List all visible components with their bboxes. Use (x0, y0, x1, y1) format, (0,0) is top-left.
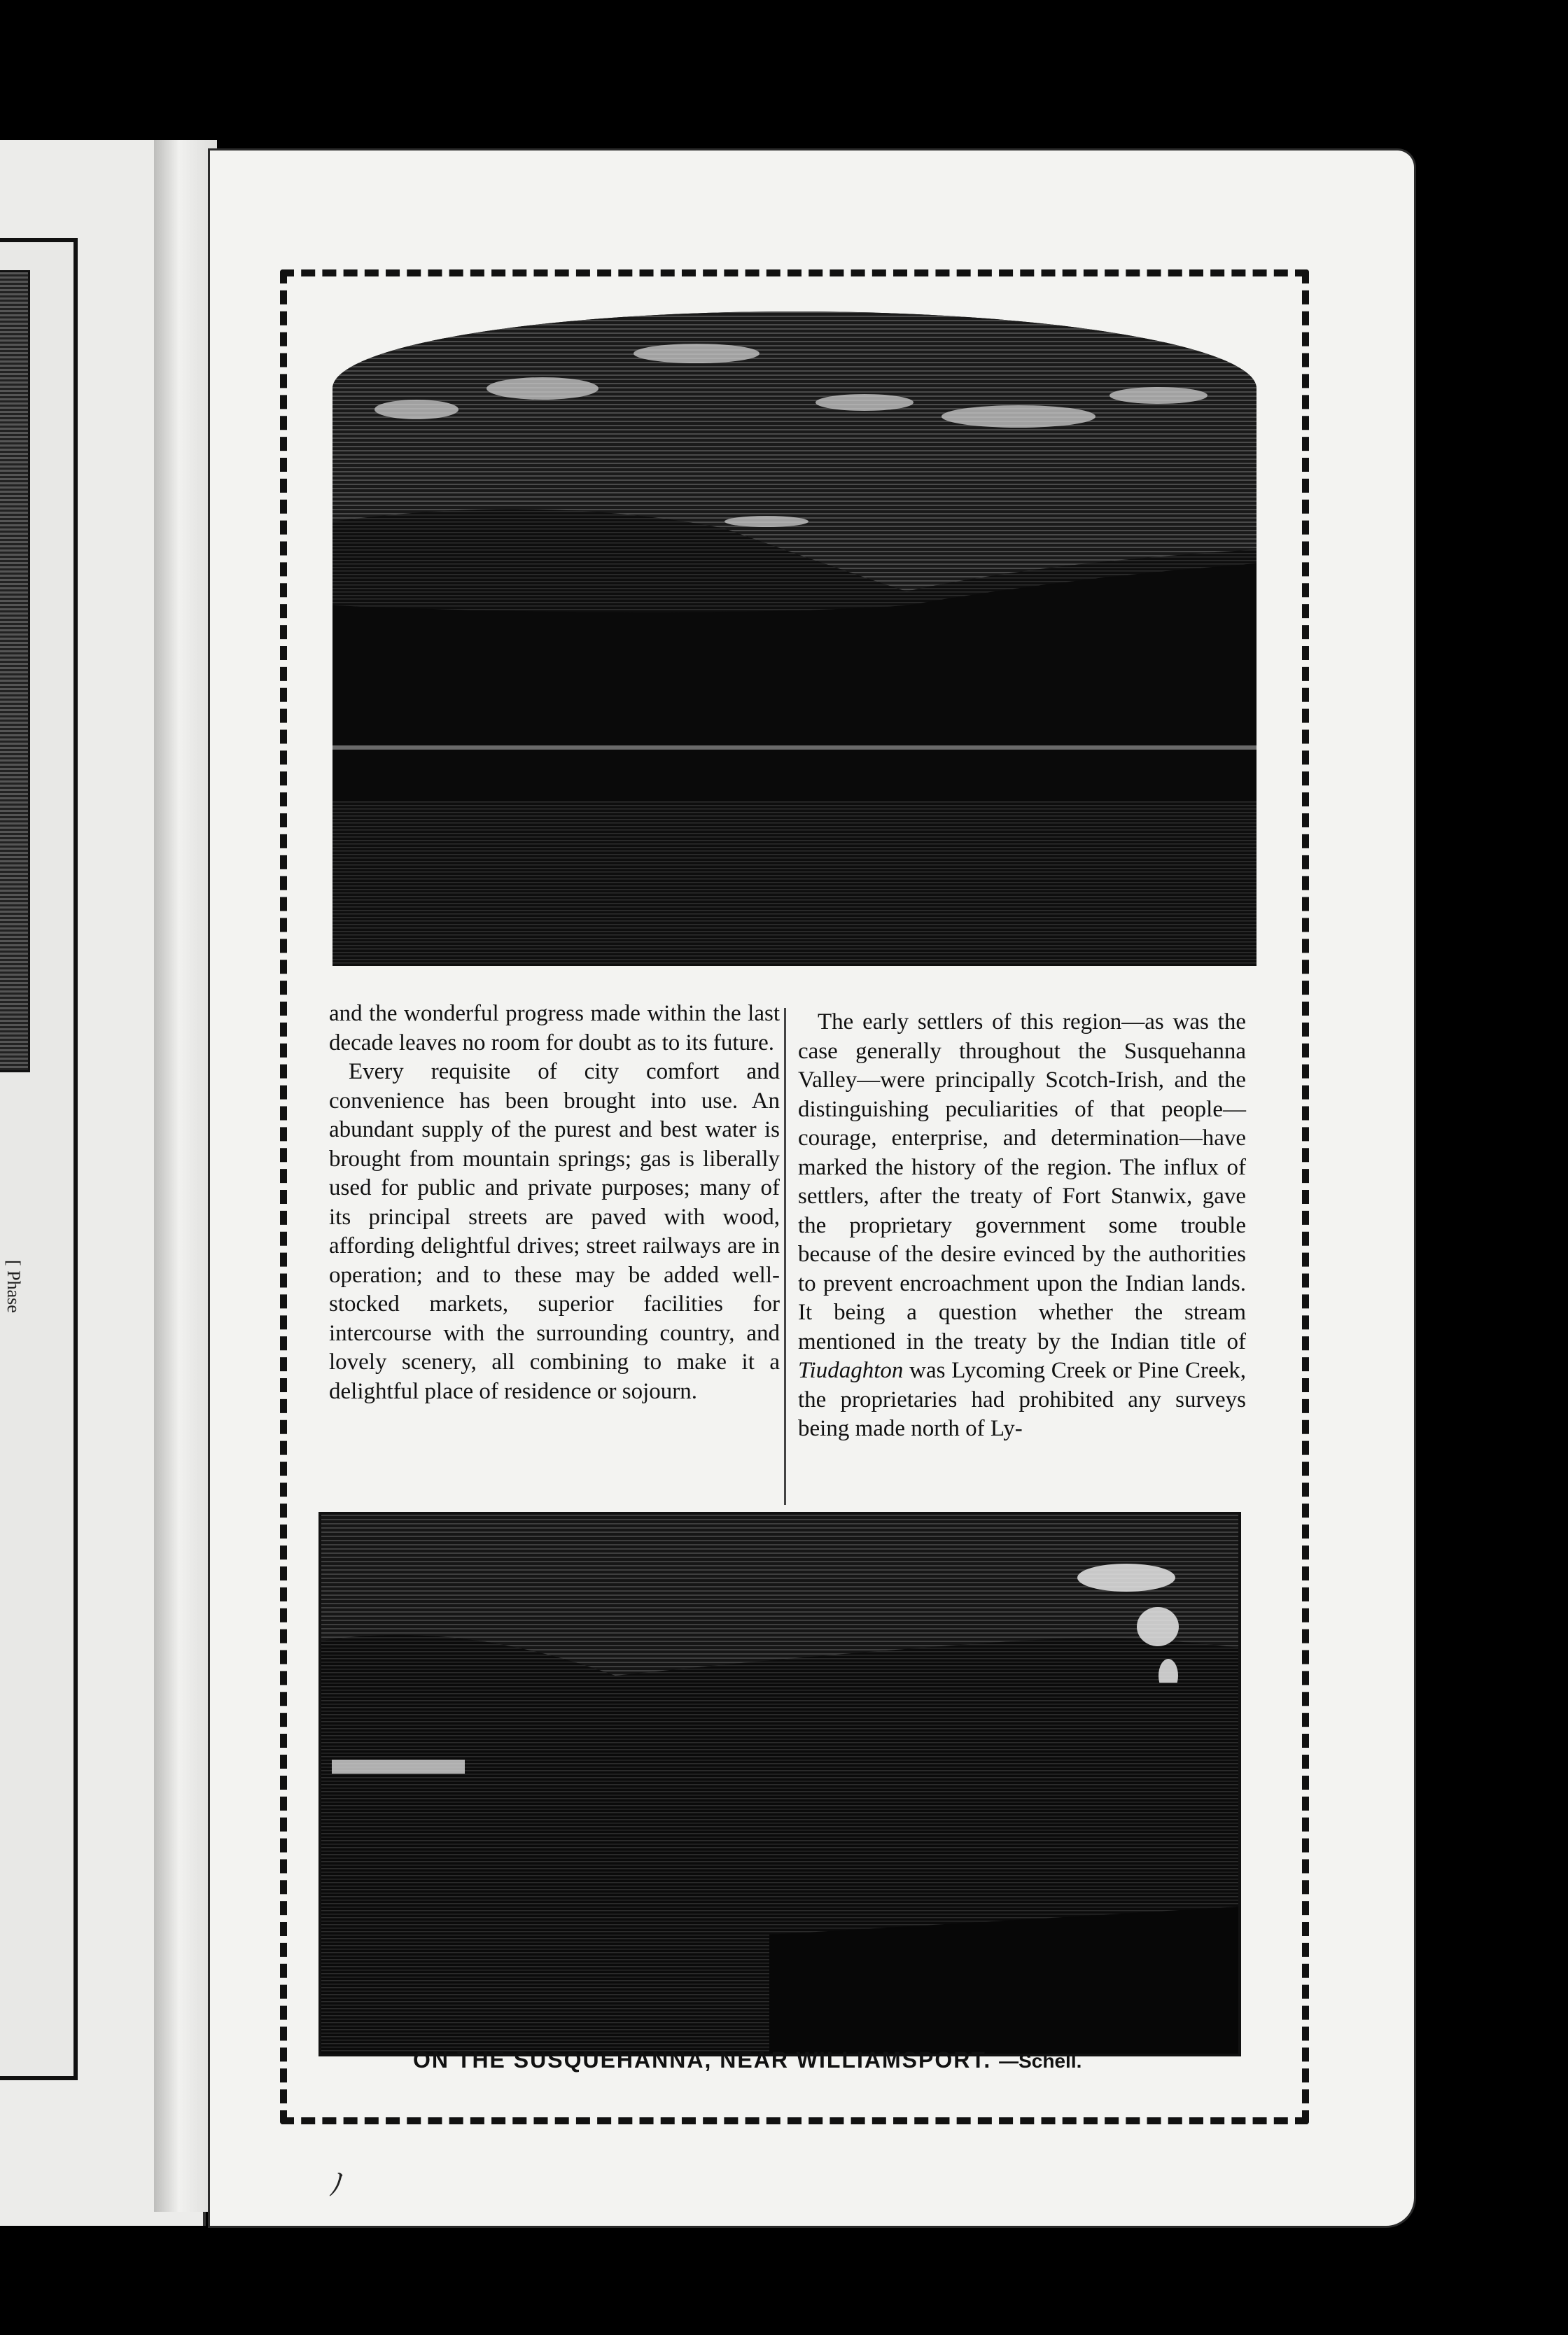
column-divider (784, 1008, 786, 1505)
left-column-paragraph-2: Every requisite of city comfort and convenience has been brought into use. An abundant supply of the purest and best water is brought from mountain springs; gas is liberally used for public and private purposes; many of its principal streets are paved with wood, affording delightful drives; street railways are in operation; and to these may be added well-stocked markets, superior facilities for intercourse with the surrounding country, and lovely scenery, all combining to make it a delightful place of residence or sojourn. (329, 1059, 780, 1404)
caption-title: ON THE SUSQUEHANNA, NEAR WILLIAMSPORT. (413, 2047, 992, 2073)
page-stray-mark: ﾉ (329, 2168, 344, 2202)
left-page-vertical-text: [ Phase (4, 1260, 24, 1313)
book-binding (154, 140, 217, 2212)
right-column-text-start: The early settlers of this region—as was the case generally throughout the Susquehanna Valley—were principally Scotch-Irish, and the distinguishing peculiarities of that people—courage, enterprise, and determination—have marked the history of the region. The influx of settlers, after the treaty of Fort Stanwix, gave the proprietary government some trouble because of the desire evinced by the authorities to prevent encroachment upon the Indian lands. It being a question whether the stream mentioned in the treaty by the Indian title of (798, 1009, 1246, 1354)
right-column-text-end: was Lycoming Creek or Pine Creek, the proprietaries had prohibited any surveys being made north of Ly- (798, 1358, 1246, 1441)
right-column-paragraph-1 (798, 1008, 1246, 1444)
illustration-caption (413, 2047, 1211, 2073)
caption-credit: —Schell. (999, 2050, 1082, 2072)
bottom-engraving-river-scene (318, 1512, 1241, 2056)
left-text-column (329, 1000, 780, 1406)
left-column-paragraph-1: and the wonderful progress made within the last decade leaves no room for doubt as to its future. (329, 1001, 780, 1056)
bottom-engraving-drawing (321, 1515, 1238, 2054)
left-page-illustration-fragment (0, 270, 30, 1072)
right-text-column (798, 1008, 1246, 1444)
top-engraving-drawing (332, 311, 1256, 966)
left-page-border-frame (0, 238, 78, 2080)
top-engraving-river-valley (332, 311, 1256, 966)
right-column-italic-term: Tiudaghton (798, 1358, 904, 1383)
